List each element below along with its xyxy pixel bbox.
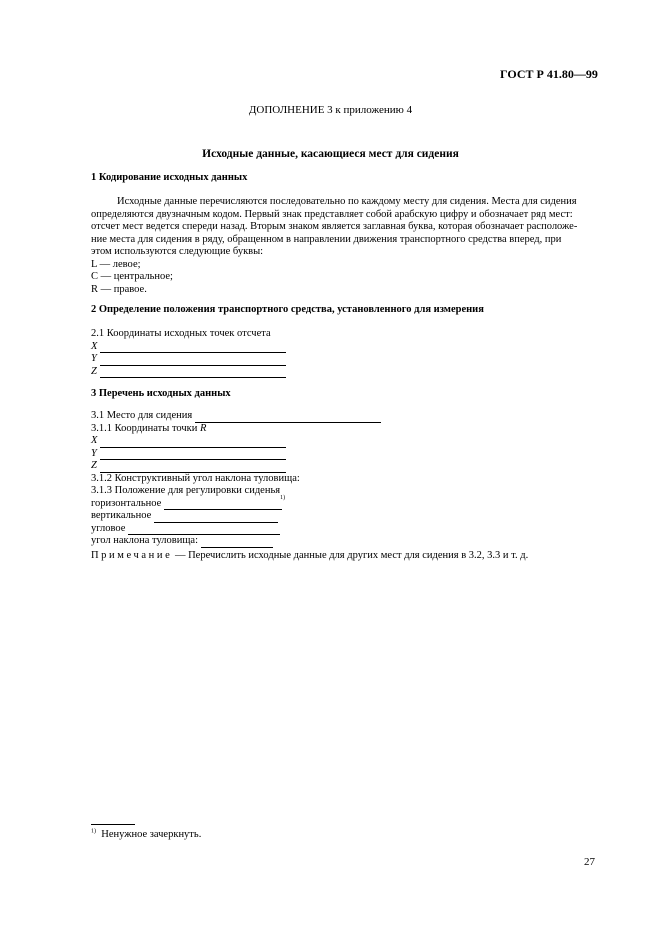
paragraph-line: отсчет мест ведется спереди назад. Вторым знаком является заглавная буква, которая обозначает расположе- [91, 221, 578, 232]
point-x-field[interactable]: X [91, 435, 381, 448]
paragraph-line: этом используются следующие буквы: [91, 246, 264, 257]
item-3-1-1-label: 3.1.1 Координаты точки R [91, 422, 207, 434]
paragraph-line: Исходные данные перечисляются последовательно по каждому месту для сидения. Места для сидения [117, 196, 577, 207]
vertical-field[interactable]: вертикальное [91, 510, 381, 523]
paragraph-line: определяются двузначным кодом. Первый знак представляет собой арабскую цифру и обозначает ряд мест: [91, 208, 573, 220]
point-y-field[interactable]: Y [91, 448, 381, 461]
section-1-heading: 1 Кодирование исходных данных [91, 172, 248, 183]
note [91, 550, 528, 563]
seat-field[interactable]: 3.1 Место для сидения [91, 410, 381, 423]
section-1-paragraph [91, 196, 601, 296]
note-text: — Перечислить исходные данные для других мест для сидения в 3.2, 3.3 и т. д. [172, 550, 529, 561]
code-right: R — правое. [91, 283, 147, 295]
footnote-divider [91, 824, 135, 825]
item-3-1-2-label: 3.1.2 Конструктивный угол наклона туловища: [91, 472, 300, 484]
footnote-marker: 1) [91, 828, 96, 835]
horizontal-field[interactable]: горизонтальное [91, 498, 381, 511]
page-number: 27 [584, 856, 595, 868]
footnote [91, 829, 201, 842]
item-3-1-3-label: 3.1.3 Положение для регулировки сиденья 1) [91, 485, 286, 501]
coord-x-field[interactable]: X [91, 341, 286, 354]
section-3-heading: 3 Перечень исходных данных [91, 388, 231, 399]
addendum-title: ДОПОЛНЕНИЕ 3 к приложению 4 [248, 104, 413, 116]
page-title: Исходные данные, касающиеся мест для сидения [202, 148, 459, 160]
footnote-text: Ненужное зачеркнуть. [101, 829, 202, 840]
code-left: L — левое; [91, 258, 141, 270]
note-label: Примечание [91, 550, 173, 561]
section-3-fields [91, 410, 381, 548]
point-z-field[interactable]: Z [91, 460, 381, 473]
paragraph-line: ние места для сидения в ряду, обращенном в направлении движения транспортного средства вперед, при [91, 233, 562, 245]
torso-angle-field[interactable]: угол наклона туловища: [91, 535, 381, 548]
item-2-1-label: 2.1 Координаты исходных точек отсчета [91, 328, 271, 339]
document-standard-number: ГОСТ Р 41.80—99 [500, 67, 598, 81]
angular-field[interactable]: угловое [91, 523, 381, 536]
coord-y-field[interactable]: Y [91, 353, 286, 366]
section-2-heading: 2 Определение положения транспортного средства, установленного для измерения [91, 304, 484, 315]
code-center: С — центральное; [91, 271, 173, 282]
section-2-fields [91, 328, 286, 378]
coord-z-field[interactable]: Z [91, 366, 286, 379]
